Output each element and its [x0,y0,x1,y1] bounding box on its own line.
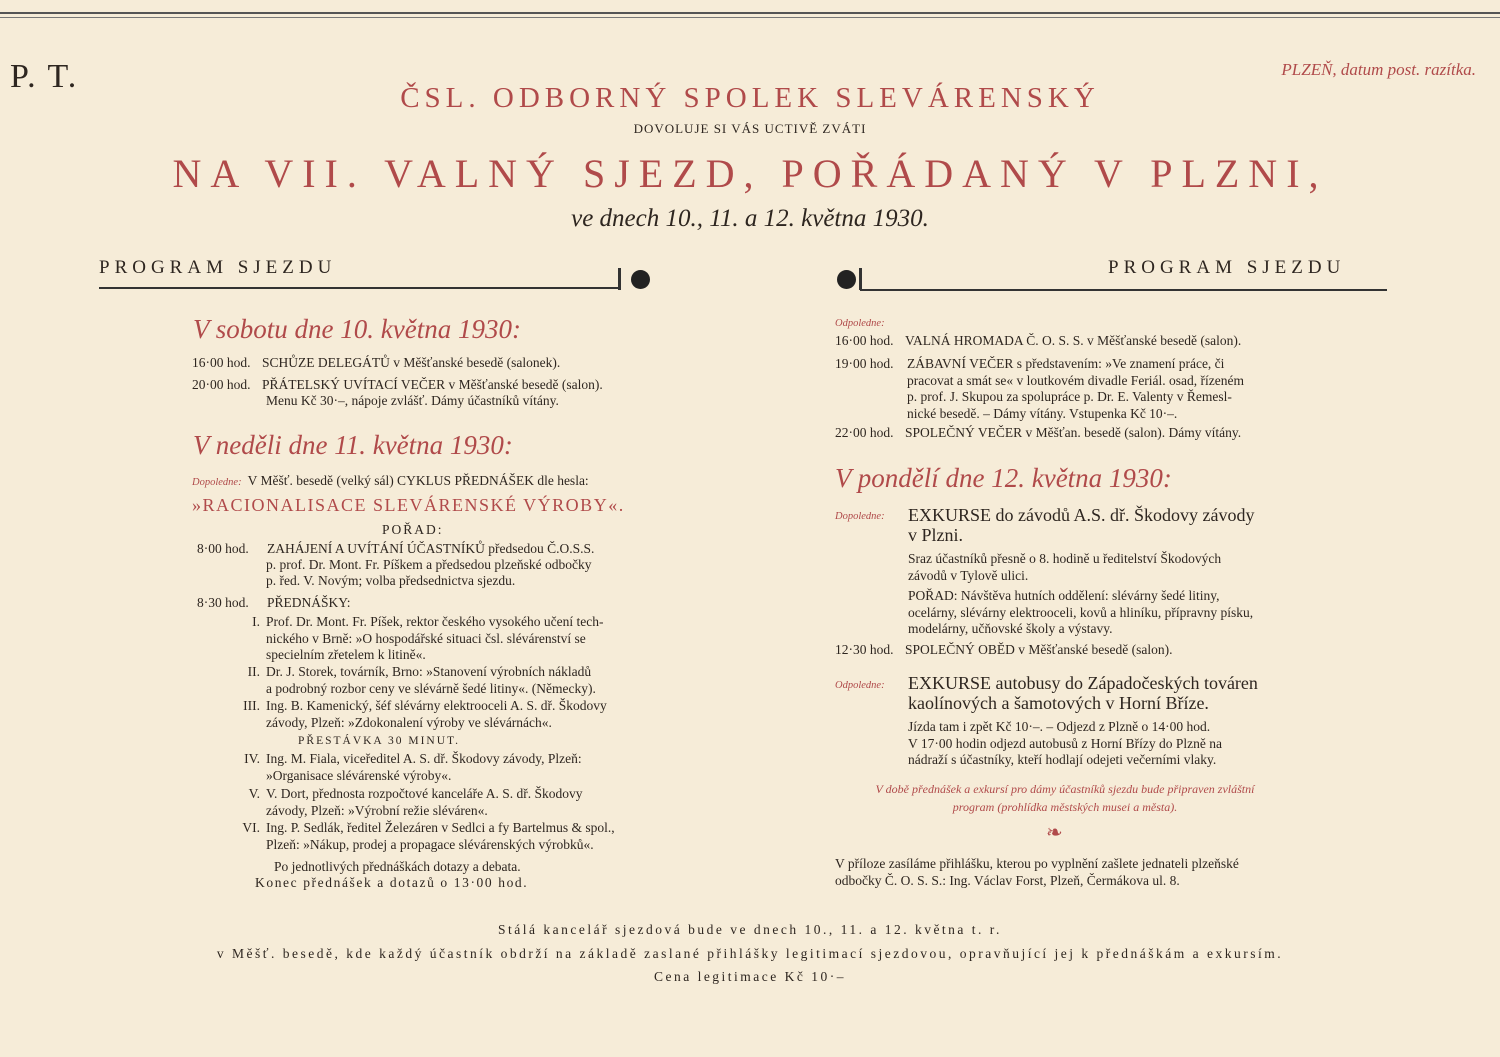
afternoon-label: Odpoledne: [835,318,885,329]
sat-item-2-time: 20·00 hod. [192,377,251,392]
sun-pm-item-2-line: pracovat a smát se« v loutkovém divadle Feriál. osad, řízeném [907,372,1245,388]
lecture-line: a podrobný rozbor ceny ve slévárně šedé litiny«. (Německy). [266,680,596,696]
excursion-1-line-1: EXKURSE do závodů A.S. dř. Škodovy závody [908,505,1255,525]
sat-item-2-text: PŘÁTELSKÝ UVÍTACÍ VEČER v Měšťanské besedě (salon). [262,377,603,392]
sun-item-2-time: 8·30 hod. [197,595,249,610]
lecture-number: I. [252,614,260,629]
excursion-1-meeting-line: Sraz účastníků přesně o 8. hodině u ředitelství Škodových [908,551,1222,566]
enclosure-note [835,856,1305,889]
lecture-number: IV. [244,751,260,766]
program-label: POŘAD: [382,522,444,537]
footer-line-3: Cena legitimace Kč 10·– [653,969,847,984]
after-lectures-1: Po jednotlivých přednáškách dotazy a debata. [274,859,521,874]
sun-pm-item-3 [835,425,1241,442]
sat-item-1-text: SCHŮZE DELEGÁTŮ v Měšťanské besedě (salonek). [262,355,561,370]
sun-item-2-text: PŘEDNÁŠKY: [267,595,351,610]
excursion-2-info-line: nádraží s účastníky, kteří hodlají odejeti večerními vlaky. [908,752,1217,767]
sat-item-1-time: 16·00 hod. [192,355,251,370]
sun-pm-item-2-time: 19·00 hod. [835,356,894,371]
ladies-program-line: V době přednášek a exkursí pro dámy účastníků sjezdu bude připraven zvláštní [875,782,1255,796]
enclosure-line: V příloze zasíláme přihlášku, kterou po vyplnění zašlete jednateli plzeňské [835,856,1239,871]
footer-line-2: v Měšť. besedě, kde každý účastník obdrží na základě zaslané přihlášky legitimací sjezdovou, opravňující jej k přednáškám a exkursím. [216,946,1284,961]
sun-pm-item-2-line: ZÁBAVNÍ VEČER s představením: »Ve znamení práce, či [907,356,1225,371]
pause-notice: PŘESTÁVKA 30 MINUT. [298,735,461,747]
excursion-1-meeting-line: závodů v Tylově ulici. [908,567,1029,583]
sun-item-1-line-1: ZAHÁJENÍ A UVÍTÁNÍ ÚČASTNÍKŮ předsedou Č.O.S.S. [267,541,595,556]
lecture-item [266,614,654,664]
excursion-2-info [908,719,1308,769]
excursion-2-title [908,673,1258,713]
right-heading-bar [859,268,862,290]
sun-morning-text: V Měšť. besedě (velký sál) CYKLUS PŘEDNÁŠEK dle hesla: [247,473,589,488]
lecture-line: závody, Plzeň: »Výrobní režie sléváren«. [266,802,488,818]
excursion-1-program-line: ocelárny, slévárny elektrooceli, kovů a hliníku, přípravny písku, [908,604,1254,620]
sun-pm-item-3-text: SPOLEČNÝ VEČER v Měšťan. besedě (salon). Dámy vítány. [905,425,1242,440]
lunch-text: SPOLEČNÝ OBĚD v Měšťanské besedě (salon). [905,642,1173,657]
lecture-line: »Organisace slévárenské výroby«. [266,767,452,783]
lecture-item [266,786,654,819]
left-heading-bullet [631,270,650,289]
footer-line-1: Stálá kancelář sjezdová bude ve dnech 10., 11. a 12. května t. r. [498,922,1002,937]
excursion-2-line-1: EXKURSE autobusy do Západočeských továren [908,673,1258,693]
right-heading-rule [860,289,1387,291]
lecture-item [266,820,654,853]
sun-item-2 [197,595,351,612]
excursion-1-meeting [908,551,1308,584]
left-heading-rule [99,287,619,289]
sat-item-2 [192,377,603,394]
ornament-icon: ❧ [1046,822,1063,844]
ladies-program-line: program (prohlídka městských musei a města). [952,800,1178,814]
lecture-line: Ing. B. Kamenický, šéf slévárny elektrooceli A. S. dř. Škodovy [266,698,607,713]
lunch-item [835,642,1172,659]
top-border-thin [0,17,1500,18]
right-program-heading: PROGRAM SJEZDU [1108,257,1346,278]
sun-item-1-line-2: p. prof. Dr. Mont. Fr. Píškem a předsedou plzeňské odbočky [266,557,592,572]
lecture-motto: »RACIONALISACE SLEVÁRENSKÉ VÝROBY«. [192,495,625,515]
right-heading-bullet [837,270,856,289]
sun-pm-item-1 [835,333,1241,350]
lecture-line: specielním zřetelem k litině«. [266,647,426,662]
sun-item-1-time: 8·00 hod. [197,541,249,556]
lecture-line: Dr. J. Storek, továrník, Brno: »Stanovení výrobních nákladů [266,664,592,679]
lecture-line: Ing. M. Fiala, viceředitel A. S. dř. Škodovy závody, Plzeň: [266,751,582,766]
sat-item-2-cont: Menu Kč 30·–, nápoje zvlášť. Dámy účastníků vítány. [266,393,559,408]
excursion-2-info-line: V 17·00 hodin odjezd autobusů z Horní Břízy do Plzně na [908,735,1222,751]
excursion-1-program-line: POŘAD: Návštěva hutních oddělení: slévárny šedé litiny, [908,588,1220,603]
excursion-1-program-line: modelárny, učňovské školy a výstavy. [908,621,1113,636]
excursion-1-line-2: v Plzni. [908,525,964,545]
excursion-1-program [908,588,1308,638]
event-title: NA VII. VALNÝ SJEZD, POŘÁDANÝ V PLZNI, [172,151,1328,196]
lecture-line: závody, Plzeň: »Zdokonalení výroby ve slévárnách«. [266,714,552,730]
lecture-number: VI. [242,820,260,835]
excursion-2-info-line: Jízda tam i zpět Kč 10·–. – Odjezd z Plzně o 14·00 hod. [908,719,1211,734]
sun-pm-item-3-time: 22·00 hod. [835,425,894,440]
ladies-program-note [835,780,1295,816]
monday-morning-label: Dopoledne: [835,511,885,522]
excursion-1-title [908,505,1254,545]
lecture-number: V. [248,786,260,801]
lunch-time: 12·30 hod. [835,642,894,657]
lecture-line: V. Dort, přednosta rozpočtové kanceláře A. S. dř. Škodovy [266,786,583,801]
sun-pm-item-2 [907,356,1307,422]
lecture-number: III. [243,698,260,713]
sat-item-1 [192,355,560,372]
lecture-line: Ing. P. Sedlák, ředitel Železáren v Sedlci a fy Bartelmus & spol., [266,820,615,835]
lecture-number: II. [247,664,260,679]
enclosure-line: odbočky Č. O. S. S.: Ing. Václav Forst, Plzeň, Čermákova ul. 8. [835,872,1180,888]
left-program-heading: PROGRAM SJEZDU [99,257,337,278]
top-border [0,12,1500,14]
lecture-item [266,698,654,731]
saturday-title: V sobotu dne 10. května 1930: [193,314,521,344]
invitation-line: DOVOLUJE SI VÁS UCTIVĚ ZVÁTI [633,121,867,136]
place-date: PLZEŇ, datum post. razítka. [1281,60,1476,79]
pt-label: P. T. [10,58,79,95]
lecture-item [266,664,654,697]
sun-morning-label: Dopoledne: [192,477,242,488]
after-lectures-2: Konec přednášek a dotazů o 13·00 hod. [255,875,529,890]
sun-item-1 [197,541,594,558]
event-dates: ve dnech 10., 11. a 12. května 1930. [571,205,929,232]
sunday-title: V neděli dne 11. května 1930: [193,430,513,460]
monday-afternoon-label: Odpoledne: [835,680,885,691]
sun-pm-item-2-line: p. prof. J. Skupou za spolupráce p. Dr. E. Valenty v Řemesl- [907,389,1232,404]
excursion-2-line-2: kaolínových a šamotových v Horní Bříze. [908,693,1209,713]
sun-pm-item-2-line: nické besedě. – Dámy vítány. Vstupenka Kč 10·–. [907,405,1178,421]
lecture-line: nického v Brně: »O hospodářské situaci čsl. slévárenství se [266,630,586,646]
sun-pm-item-1-time: 16·00 hod. [835,333,894,348]
organization-title: ČSL. ODBORNÝ SPOLEK SLEVÁRENSKÝ [400,82,1100,114]
sun-item-1-line-3: p. řed. V. Novým; volba předsednictva sjezdu. [266,573,516,588]
left-heading-bar [618,268,621,290]
lecture-line: Prof. Dr. Mont. Fr. Píšek, rektor českého vysokého učení tech- [266,614,604,629]
sun-pm-item-1-text: VALNÁ HROMADA Č. O. S. S. v Měšťanské besedě (salon). [905,333,1242,348]
lecture-item [266,751,654,784]
sun-morning [192,473,589,492]
lecture-line: Plzeň: »Nákup, prodej a propagace slévárenských výrobků«. [266,836,594,852]
monday-title: V pondělí dne 12. května 1930: [835,463,1172,493]
